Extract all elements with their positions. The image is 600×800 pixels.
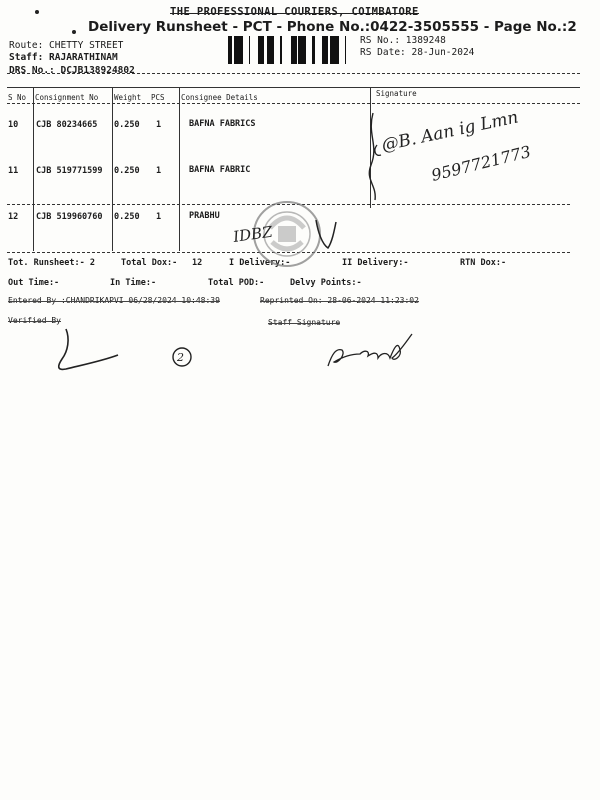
row-consignee: BAFNA FABRICS (189, 119, 256, 129)
row-consignment: CJB 519960760 (36, 212, 103, 222)
row-weight: 0.250 (114, 166, 140, 176)
staff-signature-label: Staff Signature (268, 318, 341, 327)
reprinted-on: Reprinted On: 28-06-2024 11:23:02 (260, 296, 419, 305)
row-sno: 10 (8, 120, 19, 130)
divider (7, 103, 580, 104)
row-consignment: CJB 80234665 (36, 120, 98, 130)
tot-runsheet: Tot. Runsheet:- 2 (8, 258, 95, 268)
handwritten-stamp-note (232, 218, 342, 258)
row-sno: 12 (8, 212, 19, 222)
row-pcs: 1 (156, 166, 162, 176)
entered-by: Entered By :CHANDRIKAPVI 06/28/2024 10:48:39 (8, 296, 220, 305)
column-header-consignee: Consignee Details (181, 93, 258, 102)
route-label: Route: CHETTY STREET (9, 40, 124, 51)
bullet-mark (35, 10, 39, 14)
total-dox-value: 12 (192, 258, 203, 268)
verifier-signature (52, 325, 132, 385)
row-pcs: 1 (156, 212, 162, 222)
row-pcs: 1 (156, 120, 162, 130)
out-time: Out Time:- (8, 278, 60, 288)
delvy-points: Delvy Points:- (290, 278, 362, 288)
row-consignment: CJB 519771599 (36, 166, 103, 176)
column-header-weight: Weight (114, 93, 142, 102)
column-divider (112, 88, 113, 251)
svg-text:IDBZ: IDBZ (232, 222, 274, 246)
page-title: Delivery Runsheet - PCT - Phone No.:0422-3505555 - Page No.:2 (88, 19, 577, 35)
row-consignee: BAFNA FABRIC (189, 165, 251, 175)
i-delivery: I Delivery:- (229, 258, 291, 268)
barcode (228, 36, 356, 64)
row-sno: 11 (8, 166, 19, 176)
handwritten-mark (170, 345, 194, 369)
divider (7, 73, 580, 74)
rs-number: RS No.: 1389248 (360, 35, 446, 46)
verified-by: Verified By (8, 316, 61, 325)
staff-label: Staff: RAJARATHINAM (9, 52, 118, 63)
ii-delivery: II Delivery:- (342, 258, 409, 268)
column-header-signature: Signature (376, 89, 417, 98)
handwritten-contact-note (365, 105, 565, 215)
column-header-sno: S No (8, 93, 27, 102)
column-divider (33, 88, 34, 251)
row-consignee: PRABHU (189, 211, 220, 221)
column-divider (179, 88, 180, 251)
bullet-mark (72, 30, 76, 34)
svg-text:@B. Aan ig Lmn: @B. Aan ig Lmn (379, 107, 521, 156)
column-header-pcs: PCS (151, 93, 165, 102)
row-weight: 0.250 (114, 212, 140, 222)
column-header-consignment: Consignment No (35, 93, 99, 102)
drs-number: DRS No.: DCJB138924802 (9, 65, 135, 76)
company-name: THE PROFESSIONAL COURIERS, COIMBATORE (170, 6, 419, 18)
in-time: In Time:- (110, 278, 157, 288)
total-pod: Total POD:- (208, 278, 265, 288)
rtn-dox: RTN Dox:- (460, 258, 507, 268)
staff-signature (322, 332, 417, 374)
divider (7, 87, 580, 88)
row-weight: 0.250 (114, 120, 140, 130)
svg-text:9597721773: 9597721773 (429, 141, 533, 185)
total-dox-label: Total Dox:- (121, 258, 178, 268)
svg-text:2: 2 (177, 351, 184, 364)
rs-date: RS Date: 28-Jun-2024 (360, 47, 475, 58)
